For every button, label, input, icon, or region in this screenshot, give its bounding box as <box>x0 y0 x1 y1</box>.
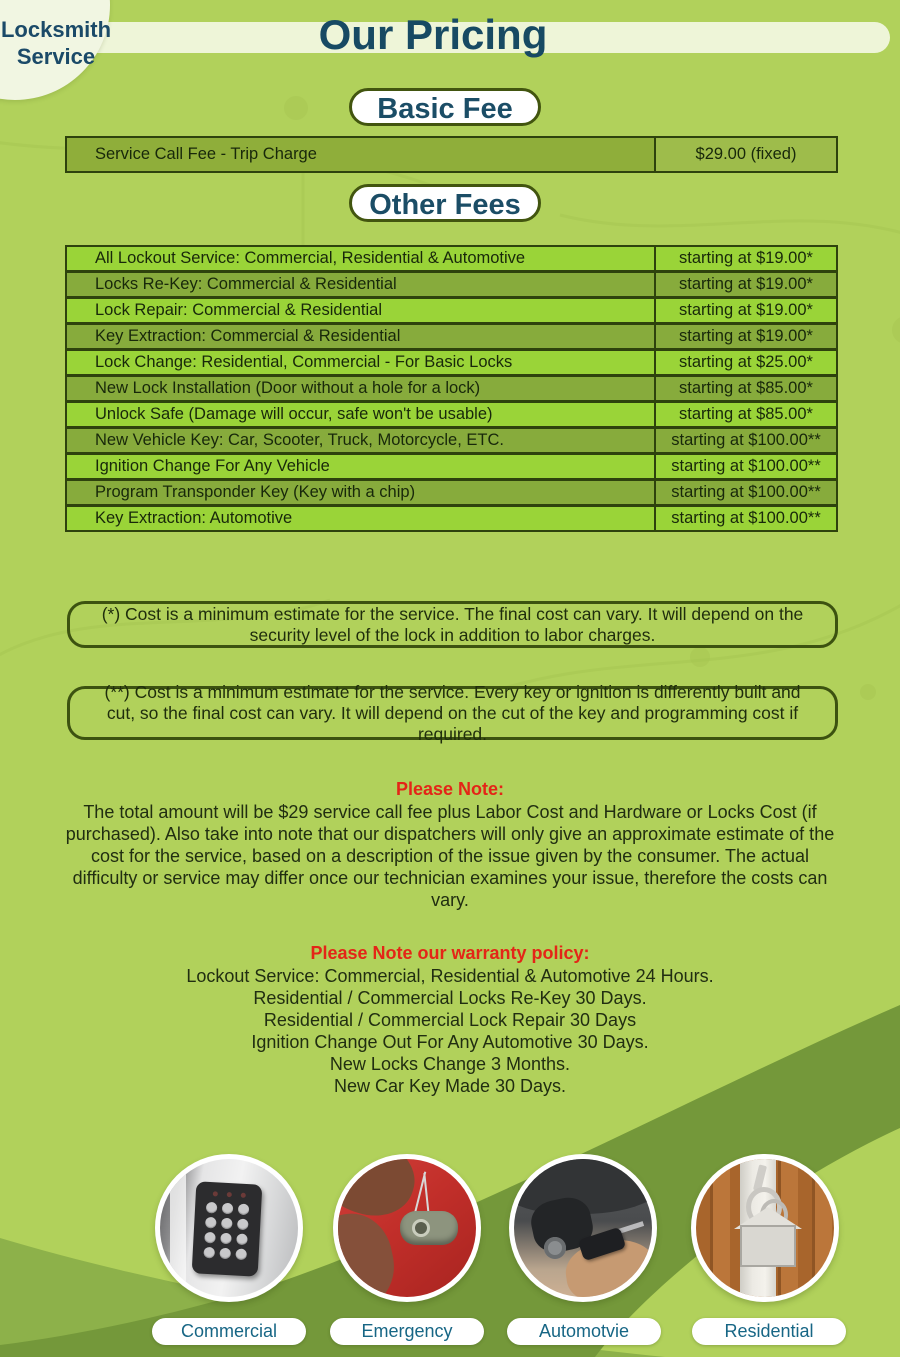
keypad-shape <box>192 1181 263 1276</box>
service-cell: Key Extraction: Commercial & Residential <box>67 325 654 348</box>
table-row <box>67 351 836 374</box>
category-label-automotive[interactable]: Automotvie <box>507 1318 661 1345</box>
brand-line1: Locksmith <box>0 17 112 42</box>
basic-fee-heading: Basic Fee <box>349 88 541 126</box>
page-title: Our Pricing <box>318 11 548 58</box>
warranty-item: New Car Key Made 30 Days. <box>333 1076 567 1096</box>
table-row <box>67 138 836 171</box>
table-row <box>67 403 836 426</box>
category-label-emergency[interactable]: Emergency <box>330 1318 484 1345</box>
brand-line2: Service <box>16 44 96 69</box>
price-cell: $29.00 (fixed) <box>654 138 836 171</box>
service-cell: Service Call Fee - Trip Charge <box>67 138 654 171</box>
house-keychain-door-photo <box>696 1159 834 1297</box>
warranty-item: Residential / Commercial Locks Re-Key 30 Days. <box>253 988 647 1008</box>
price-cell: starting at $19.00* <box>654 325 836 348</box>
price-cell: starting at $100.00** <box>654 429 836 452</box>
please-note-heading: Please Note: <box>395 779 505 799</box>
table-row <box>67 247 836 270</box>
price-cell: starting at $19.00* <box>654 299 836 322</box>
service-cell: Locks Re-Key: Commercial & Residential <box>67 273 654 296</box>
hand-shape <box>338 1206 402 1297</box>
warranty-item: Lockout Service: Commercial, Residential & Automotive 24 Hours. <box>186 966 714 986</box>
table-row <box>67 377 836 400</box>
category-image-automotive[interactable] <box>509 1154 657 1302</box>
double-asterisk-note: (**) Cost is a minimum estimate for the service. Every key or ignition is differently built and cut, so the final cost can vary. It will depend on the cut of the key and programming cost if required. <box>67 686 838 740</box>
door-frame-shape <box>170 1159 186 1297</box>
price-cell: starting at $100.00** <box>654 455 836 478</box>
service-cell: Program Transponder Key (Key with a chip) <box>67 481 654 504</box>
keyhole-shape <box>412 1219 430 1237</box>
table-row <box>67 299 836 322</box>
car-key-ignition-photo <box>514 1159 652 1297</box>
warranty-heading: Please Note our warranty policy: <box>310 943 590 963</box>
price-cell: starting at $85.00* <box>654 403 836 426</box>
service-cell: All Lockout Service: Commercial, Residential & Automotive <box>67 247 654 270</box>
category-image-commercial[interactable] <box>155 1154 303 1302</box>
price-cell: starting at $19.00* <box>654 247 836 270</box>
table-row <box>67 429 836 452</box>
warranty-item: Ignition Change Out For Any Automotive 30 Days. <box>251 1032 649 1052</box>
service-cell: Unlock Safe (Damage will occur, safe won't be usable) <box>67 403 654 426</box>
table-row <box>67 325 836 348</box>
service-cell: Lock Repair: Commercial & Residential <box>67 299 654 322</box>
service-cell: Key Extraction: Automotive <box>67 507 654 530</box>
table-row <box>67 481 836 504</box>
keypad-door-lock-photo <box>160 1159 298 1297</box>
house-keychain-shape <box>740 1225 796 1267</box>
other-fees-heading: Other Fees <box>349 184 541 222</box>
single-asterisk-note: (*) Cost is a minimum estimate for the service. The final cost can vary. It will depend on the security level of the lock in addition to labor charges. <box>67 601 838 648</box>
category-image-residential[interactable] <box>691 1154 839 1302</box>
warranty-item: Residential / Commercial Lock Repair 30 Days <box>263 1010 637 1030</box>
service-cell: Lock Change: Residential, Commercial - For Basic Locks <box>67 351 654 374</box>
please-note-body: The total amount will be $29 service call fee plus Labor Cost and Hardware or Locks Cost (if purchased). Also take into note that our dispatchers will only give an approximate estimate of the cost for the service, based on a description of the issue given by the consumer. The actual difficulty or service may differ once our technician examines your issue, therefore the costs can vary. <box>65 802 835 910</box>
table-row <box>67 507 836 530</box>
other-fees-table <box>65 245 838 532</box>
category-label-residential[interactable]: Residential <box>692 1318 846 1345</box>
service-cell: New Vehicle Key: Car, Scooter, Truck, Motorcycle, ETC. <box>67 429 654 452</box>
price-cell: starting at $100.00** <box>654 481 836 504</box>
basic-fee-table <box>65 136 838 173</box>
price-cell: starting at $85.00* <box>654 377 836 400</box>
category-image-emergency[interactable] <box>333 1154 481 1302</box>
key-blade-shape <box>618 1221 644 1234</box>
service-cell: New Lock Installation (Door without a hole for a lock) <box>67 377 654 400</box>
warranty-item: New Locks Change 3 Months. <box>329 1054 571 1074</box>
category-label-commercial[interactable]: Commercial <box>152 1318 306 1345</box>
warranty-list <box>57 965 843 1097</box>
table-row <box>67 455 836 478</box>
price-cell: starting at $25.00* <box>654 351 836 374</box>
price-cell: starting at $100.00** <box>654 507 836 530</box>
table-row <box>67 273 836 296</box>
service-cell: Ignition Change For Any Vehicle <box>67 455 654 478</box>
price-cell: starting at $19.00* <box>654 273 836 296</box>
car-lockout-picking-photo <box>338 1159 476 1297</box>
ignition-shape <box>544 1237 566 1259</box>
